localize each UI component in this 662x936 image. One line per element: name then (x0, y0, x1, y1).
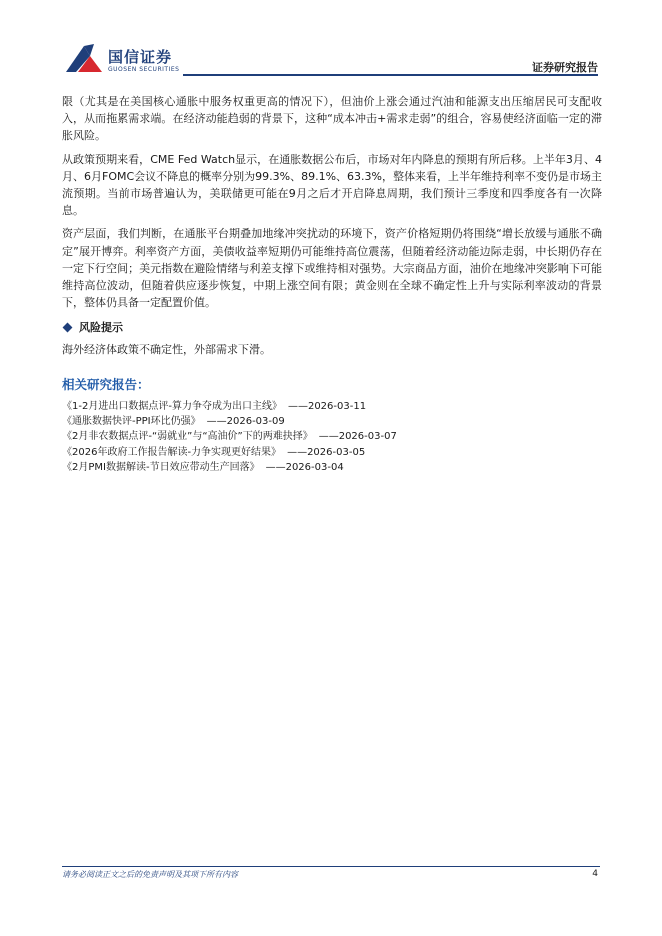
body-paragraph: 限（尤其是在美国核心通胀中服务权重更高的情况下），但油价上涨会通过汽油和能源支出压缩居民可支配收入，从而拖累需求端。在经济动能趋弱的背景下，这种“成本冲击+需求走弱”的组合，容易使经济面临一定的滞胀风险。 (62, 95, 602, 143)
related-report-item[interactable] (62, 445, 602, 460)
page-number: 4 (592, 869, 598, 879)
footer-disclaimer: 请务必阅读正文之后的免责声明及其项下所有内容 (62, 870, 238, 879)
company-logo (64, 42, 184, 78)
related-report-item[interactable] (62, 399, 602, 414)
related-report-title: 《通胀数据快评-PPI环比仍强》 (62, 415, 201, 427)
related-report-item[interactable] (62, 414, 602, 429)
diamond-bullet-icon (63, 322, 73, 332)
logo-mark-icon (64, 42, 104, 76)
report-body (62, 93, 602, 475)
body-paragraph: 资产层面，我们判断，在通胀平台期叠加地缘冲突扰动的环境下，资产价格短期仍将围绕“增长放缓与通胀不确定”展开博弈。利率资产方面，美债收益率短期仍可能维持高位震荡，但随着经济动能边际走弱，中长期仍存在一定下行空间；美元指数在避险情绪与利差支撑下或维持相对强势。大宗商品方面，油价在地缘冲突影响下可能维持高位波动，但随着供应逐步恢复，中期上涨空间有限；黄金则在全球不确定性上升与实际利率波动的背景下，整体仍具备一定配置价值。 (62, 227, 602, 310)
page-header (0, 0, 662, 80)
risk-heading-text: 风险提示 (79, 321, 123, 335)
related-report-date: ——2026-03-09 (206, 415, 285, 427)
related-report-item[interactable] (62, 460, 602, 475)
footer-divider (62, 866, 600, 867)
logo-english-name: GUOSEN SECURITIES (108, 66, 180, 73)
risk-text: 海外经济体政策不确定性，外部需求下滑。 (62, 343, 271, 357)
related-report-title: 《1-2月进出口数据点评-算力争夺成为出口主线》 (62, 400, 282, 412)
related-reports-heading: 相关研究报告： (62, 376, 150, 392)
related-reports-list (62, 399, 602, 475)
related-report-title: 《2月PMI数据解读-节日效应带动生产回落》 (62, 461, 260, 473)
logo-chinese-name: 国信证券 (108, 48, 173, 66)
report-type-label: 证券研究报告 (532, 61, 598, 74)
related-report-item[interactable] (62, 429, 602, 444)
related-report-date: ——2026-03-04 (265, 461, 344, 473)
related-report-date: ——2026-03-05 (287, 446, 366, 458)
risk-section-heading (62, 319, 602, 335)
header-divider (183, 74, 598, 76)
related-report-date: ——2026-03-11 (287, 400, 367, 412)
related-report-date: ——2026-03-07 (318, 431, 397, 443)
related-report-title: 《2月非农数据点评-“弱就业”与“高油价”下的两难抉择》 (62, 431, 313, 443)
related-report-title: 《2026年政府工作报告解读-力争实现更好结果》 (62, 446, 282, 458)
body-paragraph: 从政策预期来看，CME Fed Watch显示，在通胀数据公布后，市场对年内降息的预期有所后移。上半年3月、4月、6月FOMC会议不降息的概率分别为99.3%、89.1%、63.3%，整体来看，上半年维持利率不变仍是市场主流预期。当前市场普遍认为，美联储更可能在9月之后才开启降息周期，我们预计三季度和四季度各有一次降息。 (62, 152, 602, 218)
